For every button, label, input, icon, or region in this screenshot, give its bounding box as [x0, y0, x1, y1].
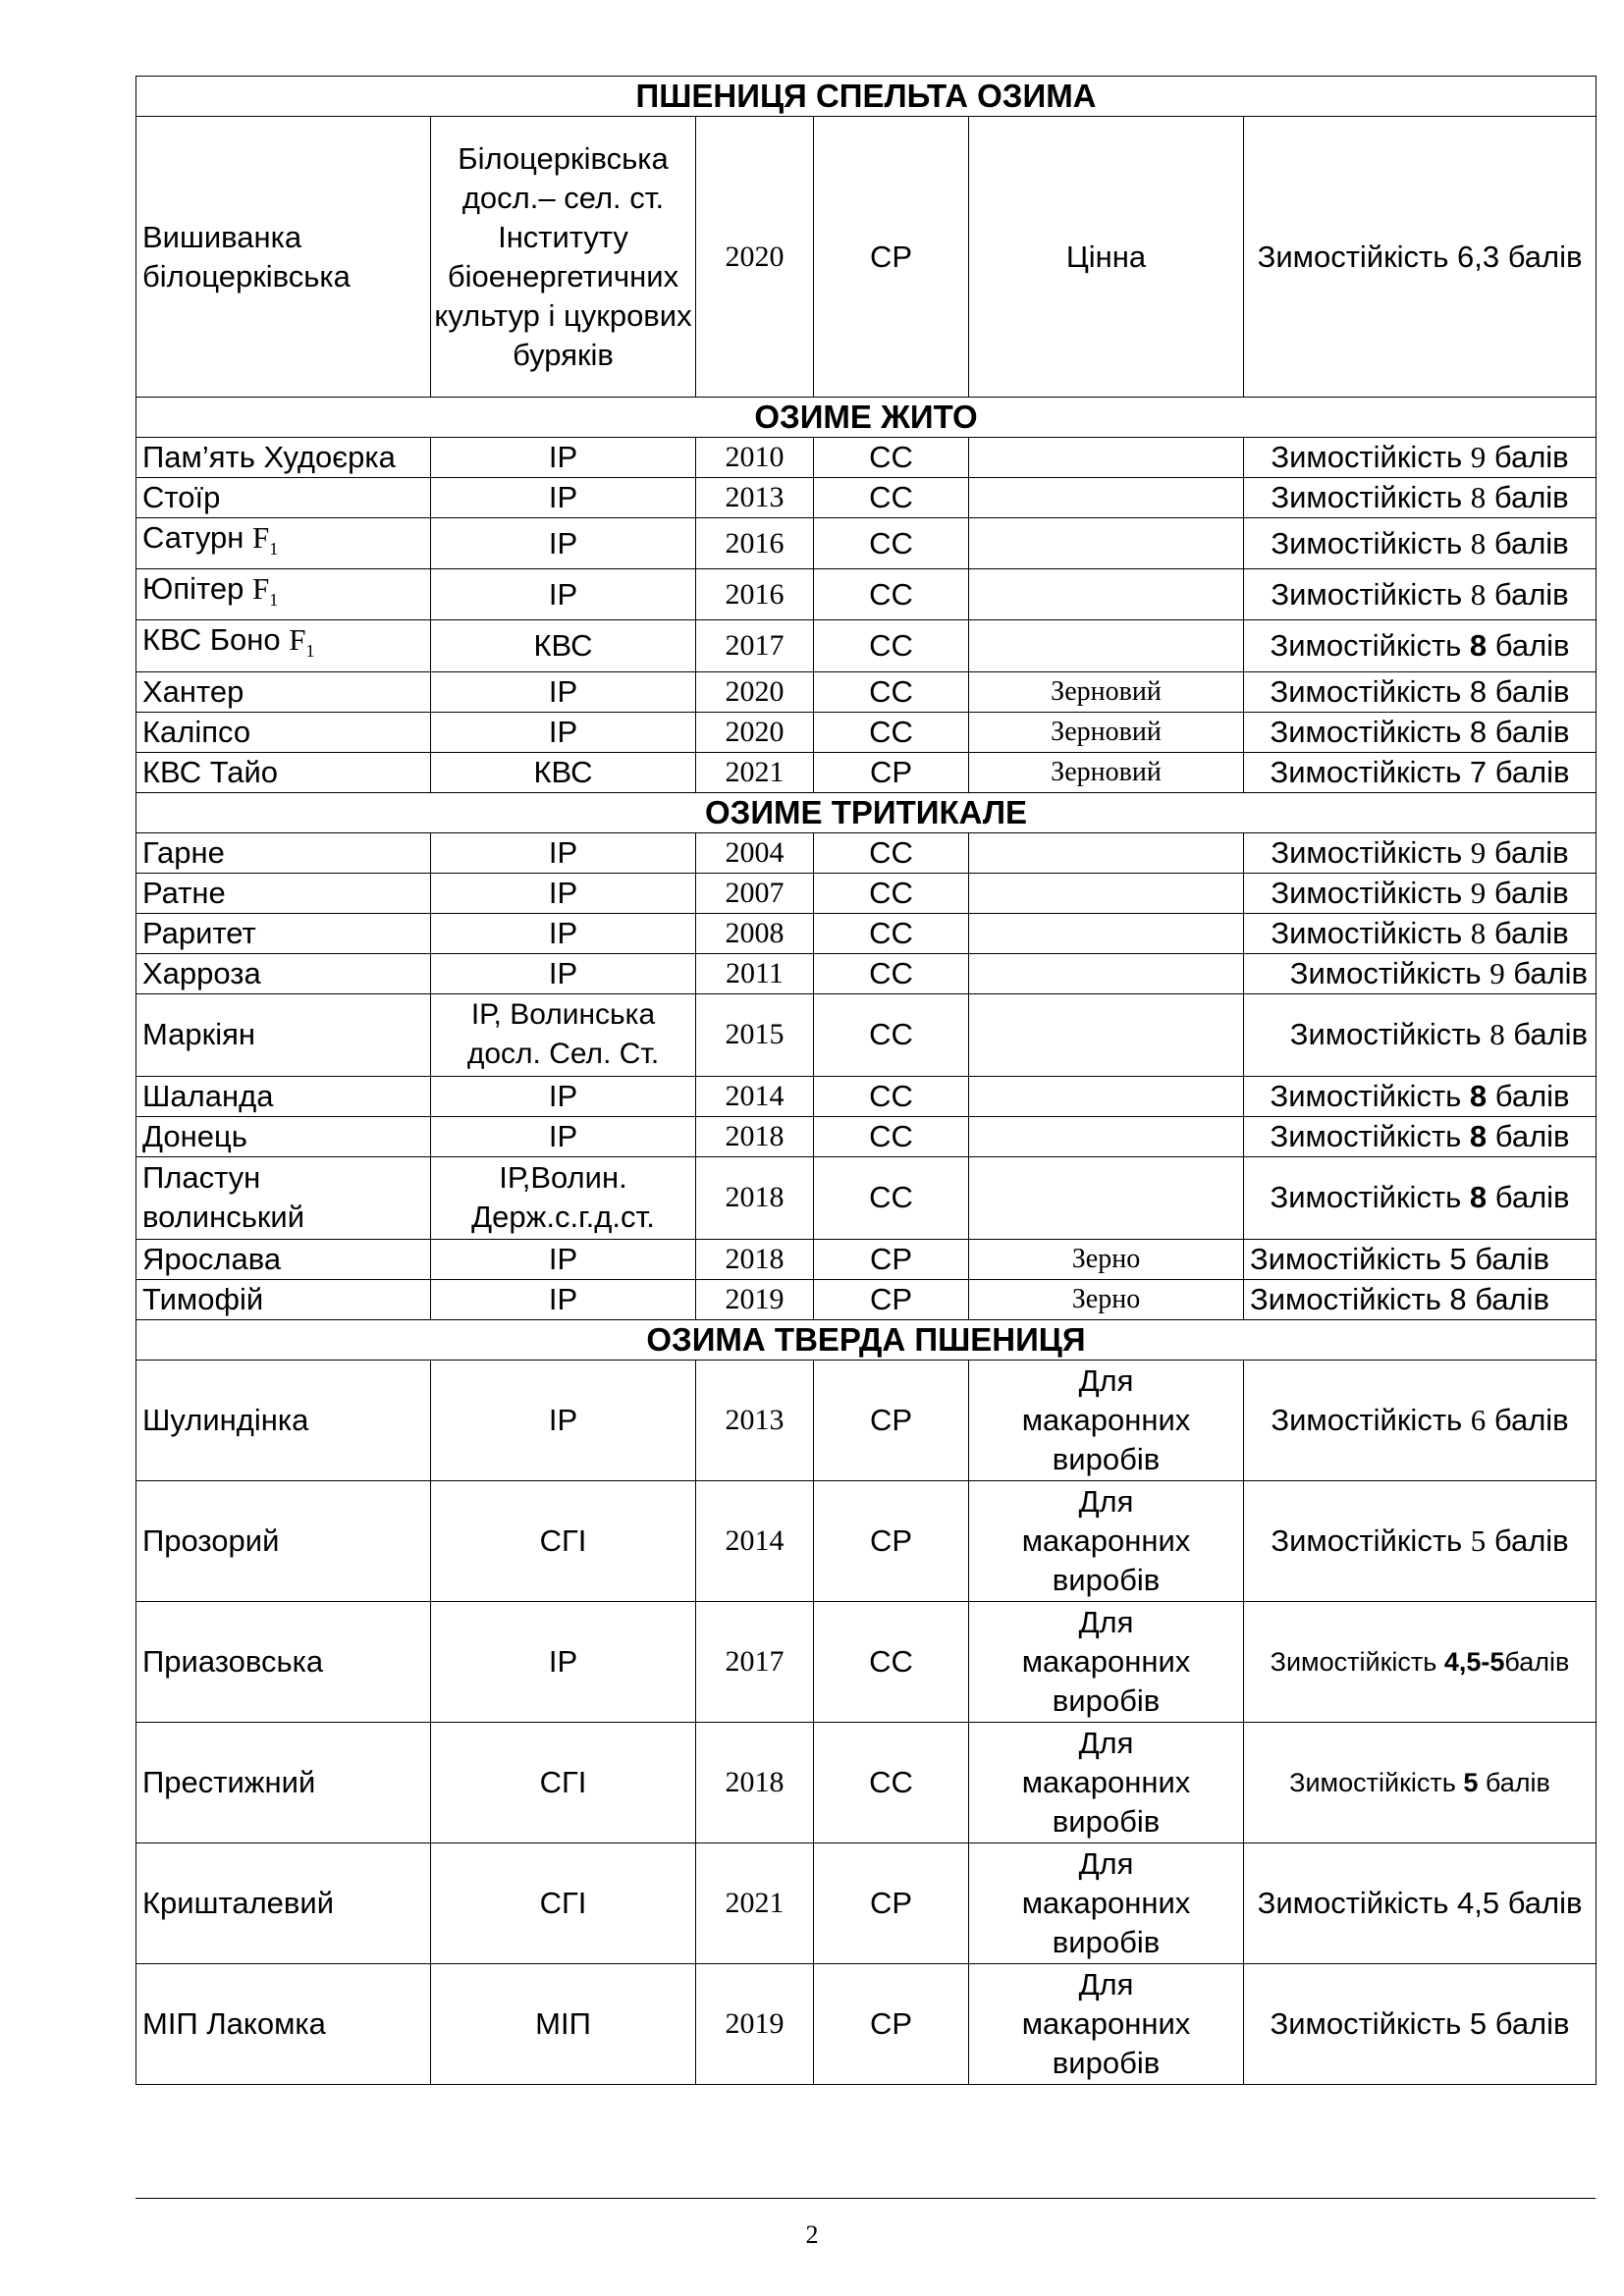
winter-label: Зимостійкість: [1271, 480, 1471, 514]
table-row: [136, 1156, 1597, 1239]
maturity-group: СС: [814, 620, 969, 671]
winter-score: 8: [1470, 915, 1487, 950]
purpose: Зерно: [969, 1239, 1244, 1279]
purpose: Для макаронних виробів: [969, 1601, 1244, 1722]
winter-label: Зимостійкість: [1271, 875, 1471, 910]
registration-year: 2020: [696, 671, 814, 712]
registration-year: 2018: [696, 1722, 814, 1842]
purpose: Зерновий: [969, 671, 1244, 712]
winter-unit: балів: [1487, 1118, 1570, 1153]
winter-hardiness: Зимостійкість 5 балів: [1244, 1963, 1597, 2084]
table-row: [136, 478, 1597, 518]
originator: ІР: [431, 1116, 696, 1156]
variety-name: Тимофій: [136, 1279, 431, 1319]
section-header-row: [136, 398, 1597, 438]
winter-unit: балів: [1486, 440, 1569, 474]
variety-name: КВС Боно $F_1$: [136, 620, 431, 671]
winter-hardiness: Зимостійкість 4,5 балів: [1244, 1842, 1597, 1963]
winter-hardiness: [1244, 1156, 1597, 1239]
variety-name: Пластун волинський: [136, 1156, 431, 1239]
winter-label: Зимостійкість: [1271, 915, 1471, 950]
winter-hardiness: [1244, 620, 1597, 671]
registration-year: 2018: [696, 1239, 814, 1279]
registration-year: 2016: [696, 518, 814, 569]
winter-hardiness: [1244, 478, 1597, 518]
variety-name: Гарне: [136, 832, 431, 873]
maturity-group: СС: [814, 1076, 969, 1116]
purpose: [969, 1116, 1244, 1156]
originator: ІР: [431, 913, 696, 953]
originator: Білоцерківська досл.– сел. ст. Інституту біоенергетичних культур і цукрових буряків: [431, 117, 696, 398]
originator: ІР: [431, 478, 696, 518]
variety-name: Приазовська: [136, 1601, 431, 1722]
registration-year: 2016: [696, 569, 814, 620]
maturity-group: СС: [814, 832, 969, 873]
table-row: [136, 518, 1597, 569]
registration-year: 2010: [696, 438, 814, 478]
table-row: [136, 953, 1597, 993]
winter-hardiness: Зимостійкість 6,3 балів: [1244, 117, 1597, 398]
varieties-table: [135, 76, 1597, 2085]
maturity-group: СР: [814, 1963, 969, 2084]
table-row: [136, 1722, 1597, 1842]
variety-name: Раритет: [136, 913, 431, 953]
originator: ІР, Волинська досл. Сел. Ст.: [431, 993, 696, 1076]
table-row: [136, 1480, 1597, 1601]
variety-name: Шулиндінка: [136, 1360, 431, 1480]
originator: ІР: [431, 1279, 696, 1319]
table-row: [136, 712, 1597, 752]
variety-name: КВС Тайо: [136, 752, 431, 792]
originator: КВС: [431, 752, 696, 792]
registration-year: 2011: [696, 953, 814, 993]
variety-name: Каліпсо: [136, 712, 431, 752]
maturity-group: СС: [814, 518, 969, 569]
maturity-group: СС: [814, 478, 969, 518]
table-row: [136, 1601, 1597, 1722]
variety-name: Юпітер $F_1$: [136, 569, 431, 620]
originator: ІР: [431, 1239, 696, 1279]
winter-score: 8: [1470, 480, 1487, 514]
purpose: [969, 569, 1244, 620]
purpose: [969, 620, 1244, 671]
variety-name: Прозорий: [136, 1480, 431, 1601]
originator: ІР: [431, 832, 696, 873]
maturity-group: СР: [814, 1842, 969, 1963]
registration-year: 2015: [696, 993, 814, 1076]
table-row: [136, 1279, 1597, 1319]
maturity-group: СС: [814, 569, 969, 620]
winter-label: Зимостійкість: [1270, 1078, 1470, 1113]
maturity-group: СС: [814, 1601, 969, 1722]
table-row: [136, 913, 1597, 953]
originator: ІР,Волин. Держ.с.г.д.ст.: [431, 1156, 696, 1239]
maturity-group: СС: [814, 1156, 969, 1239]
maturity-group: СС: [814, 873, 969, 913]
winter-hardiness: [1244, 1480, 1597, 1601]
variety-name: Ратне: [136, 873, 431, 913]
winter-unit: балів: [1487, 1180, 1570, 1215]
maturity-group: СС: [814, 712, 969, 752]
winter-hardiness: Зимостійкість 8 балів: [1244, 1279, 1597, 1319]
table-row: [136, 1963, 1597, 2084]
table-row: [136, 1239, 1597, 1279]
winter-unit: балів: [1487, 627, 1570, 663]
winter-hardiness: [1244, 832, 1597, 873]
winter-score: 6: [1470, 1402, 1487, 1437]
winter-unit: балів: [1486, 915, 1569, 950]
winter-unit: балів: [1504, 1017, 1589, 1052]
winter-label: Зимостійкість: [1289, 1767, 1464, 1797]
footer-rule: [135, 2198, 1596, 2199]
page-number: 2: [805, 2220, 819, 2249]
registration-year: 2021: [696, 752, 814, 792]
variety-name: Хантер: [136, 671, 431, 712]
variety-name: Харроза: [136, 953, 431, 993]
winter-unit: балів: [1486, 834, 1569, 870]
section-title: ПШЕНИЦЯ СПЕЛЬТА ОЗИМА: [136, 77, 1597, 117]
maturity-group: СР: [814, 1279, 969, 1319]
section-header-row: [136, 77, 1597, 117]
purpose: [969, 832, 1244, 873]
winter-score: 8: [1489, 1017, 1505, 1052]
registration-year: 2020: [696, 117, 814, 398]
maturity-group: СР: [814, 117, 969, 398]
maturity-group: СС: [814, 438, 969, 478]
registration-year: 2014: [696, 1480, 814, 1601]
winter-score: 9: [1470, 875, 1487, 910]
registration-year: 2017: [696, 1601, 814, 1722]
winter-label: Зимостійкість: [1270, 1118, 1470, 1153]
maturity-group: СР: [814, 1239, 969, 1279]
winter-label: Зимостійкість: [1271, 834, 1471, 870]
winter-hardiness: [1244, 1116, 1597, 1156]
maturity-group: СС: [814, 913, 969, 953]
section-title: ОЗИМА ТВЕРДА ПШЕНИЦЯ: [136, 1319, 1597, 1360]
variety-name: Донець: [136, 1116, 431, 1156]
winter-hardiness: [1244, 1601, 1597, 1722]
registration-year: 2013: [696, 478, 814, 518]
originator: ІР: [431, 953, 696, 993]
registration-year: 2017: [696, 620, 814, 671]
variety-name: Шаланда: [136, 1076, 431, 1116]
section-title: ОЗИМЕ ЖИТО: [136, 398, 1597, 438]
registration-year: 2007: [696, 873, 814, 913]
winter-score: 9: [1489, 955, 1505, 990]
table-row: [136, 569, 1597, 620]
registration-year: 2008: [696, 913, 814, 953]
registration-year: 2013: [696, 1360, 814, 1480]
winter-label: Зимостійкість: [1271, 440, 1471, 474]
originator: ІР: [431, 438, 696, 478]
purpose: [969, 913, 1244, 953]
table-row: [136, 752, 1597, 792]
winter-score: 5: [1463, 1767, 1479, 1797]
table-row: [136, 1116, 1597, 1156]
winter-label: Зимостійкість: [1271, 576, 1471, 612]
table-row: [136, 671, 1597, 712]
winter-score: 8: [1469, 1180, 1488, 1215]
section-header-row: [136, 1319, 1597, 1360]
variety-name: Вишиванка білоцерківська: [136, 117, 431, 398]
originator: КВС: [431, 620, 696, 671]
variety-name: Стоїр: [136, 478, 431, 518]
winter-score: 9: [1470, 834, 1487, 870]
winter-hardiness: Зимостійкість 5 балів: [1244, 1239, 1597, 1279]
winter-score: 9: [1470, 440, 1487, 474]
winter-hardiness: Зимостійкість 7 балів: [1244, 752, 1597, 792]
purpose: Для макаронних виробів: [969, 1842, 1244, 1963]
originator: ІР: [431, 518, 696, 569]
variety-name: Пам’ять Худоєрка: [136, 438, 431, 478]
winter-label: Зимостійкість: [1270, 1646, 1444, 1677]
table-row: [136, 993, 1597, 1076]
originator: МІП: [431, 1963, 696, 2084]
originator: ІР: [431, 569, 696, 620]
section-header-row: [136, 792, 1597, 832]
maturity-group: СР: [814, 752, 969, 792]
winter-unit: балів: [1487, 1078, 1570, 1113]
winter-label: Зимостійкість: [1270, 627, 1470, 663]
maturity-group: СР: [814, 1480, 969, 1601]
winter-score: 8: [1469, 1118, 1488, 1153]
variety-name: Кришталевий: [136, 1842, 431, 1963]
table-row: [136, 117, 1597, 398]
winter-label: Зимостійкість: [1289, 1017, 1490, 1052]
winter-unit: балів: [1504, 955, 1589, 990]
table-row: [136, 832, 1597, 873]
winter-hardiness: [1244, 873, 1597, 913]
variety-name: Маркіян: [136, 993, 431, 1076]
purpose: Для макаронних виробів: [969, 1963, 1244, 2084]
winter-hardiness: [1244, 1360, 1597, 1480]
purpose: Зерно: [969, 1279, 1244, 1319]
registration-year: 2019: [696, 1279, 814, 1319]
purpose: Для макаронних виробів: [969, 1360, 1244, 1480]
table-row: [136, 438, 1597, 478]
maturity-group: СС: [814, 1116, 969, 1156]
originator: ІР: [431, 1076, 696, 1116]
purpose: [969, 518, 1244, 569]
winter-unit: балів: [1486, 525, 1569, 561]
winter-unit: балів: [1486, 875, 1569, 910]
winter-label: Зимостійкість: [1289, 955, 1490, 990]
registration-year: 2019: [696, 1963, 814, 2084]
purpose: Зерновий: [969, 752, 1244, 792]
purpose: [969, 1076, 1244, 1116]
winter-hardiness: Зимостійкість 8 балів: [1244, 671, 1597, 712]
table-row: [136, 620, 1597, 671]
winter-hardiness: [1244, 1076, 1597, 1116]
winter-label: Зимостійкість: [1270, 1180, 1470, 1215]
variety-name: Сатурн $F_1$: [136, 518, 431, 569]
purpose: [969, 438, 1244, 478]
table-row: [136, 1076, 1597, 1116]
winter-hardiness: [1244, 993, 1597, 1076]
originator: СГІ: [431, 1842, 696, 1963]
table-row: [136, 1360, 1597, 1480]
winter-score: 8: [1469, 1078, 1488, 1113]
purpose: [969, 953, 1244, 993]
registration-year: 2014: [696, 1076, 814, 1116]
variety-name: Престижний: [136, 1722, 431, 1842]
purpose: Для макаронних виробів: [969, 1480, 1244, 1601]
registration-year: 2004: [696, 832, 814, 873]
winter-score: 5: [1470, 1522, 1487, 1558]
winter-unit: балів: [1504, 1646, 1570, 1677]
purpose: [969, 1156, 1244, 1239]
winter-unit: балів: [1486, 480, 1569, 514]
purpose: [969, 993, 1244, 1076]
variety-name: Ярослава: [136, 1239, 431, 1279]
winter-hardiness: [1244, 1722, 1597, 1842]
registration-year: 2018: [696, 1156, 814, 1239]
purpose: Зерновий: [969, 712, 1244, 752]
purpose: [969, 478, 1244, 518]
registration-year: 2018: [696, 1116, 814, 1156]
winter-hardiness: [1244, 569, 1597, 620]
originator: ІР: [431, 671, 696, 712]
winter-label: Зимостійкість: [1271, 525, 1471, 561]
winter-score: 8: [1470, 525, 1487, 561]
maturity-group: СС: [814, 953, 969, 993]
purpose: Для макаронних виробів: [969, 1722, 1244, 1842]
winter-hardiness: Зимостійкість 8 балів: [1244, 712, 1597, 752]
winter-hardiness: [1244, 953, 1597, 993]
originator: СГІ: [431, 1480, 696, 1601]
winter-hardiness: [1244, 438, 1597, 478]
winter-hardiness: [1244, 913, 1597, 953]
originator: СГІ: [431, 1722, 696, 1842]
maturity-group: СС: [814, 671, 969, 712]
variety-name: МІП Лакомка: [136, 1963, 431, 2084]
table-row: [136, 1842, 1597, 1963]
maturity-group: СС: [814, 1722, 969, 1842]
maturity-group: СР: [814, 1360, 969, 1480]
winter-unit: балів: [1486, 1522, 1569, 1558]
purpose: [969, 873, 1244, 913]
winter-score: 8: [1470, 576, 1487, 612]
originator: ІР: [431, 873, 696, 913]
winter-hardiness: [1244, 518, 1597, 569]
winter-label: Зимостійкість: [1271, 1522, 1471, 1558]
originator: ІР: [431, 1360, 696, 1480]
winter-label: Зимостійкість: [1271, 1402, 1471, 1437]
winter-unit: балів: [1486, 1402, 1569, 1437]
winter-score: 4,5-5: [1443, 1646, 1505, 1677]
winter-score: 8: [1469, 627, 1488, 663]
winter-unit: балів: [1486, 576, 1569, 612]
winter-unit: балів: [1478, 1767, 1550, 1797]
originator: ІР: [431, 1601, 696, 1722]
section-title: ОЗИМЕ ТРИТИКАЛЕ: [136, 792, 1597, 832]
originator: ІР: [431, 712, 696, 752]
registration-year: 2021: [696, 1842, 814, 1963]
maturity-group: СС: [814, 993, 969, 1076]
registration-year: 2020: [696, 712, 814, 752]
purpose: Цінна: [969, 117, 1244, 398]
table-row: [136, 873, 1597, 913]
